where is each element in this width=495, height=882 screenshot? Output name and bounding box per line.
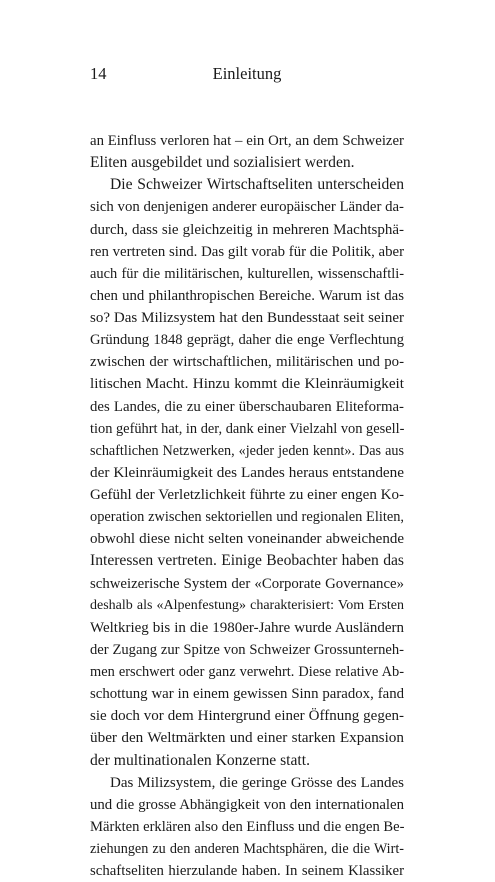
text-line: Weltkrieg bis in die 1980er-Jahre wurde Ausländern bbox=[90, 619, 404, 636]
text-line: Märkten erklären also den Einfluss und die engen Be- bbox=[90, 818, 405, 835]
text-line: sich von denjenigen anderer europäischer Länder da- bbox=[90, 199, 404, 216]
text-line: deshalb als «Alpenfestung» charakterisiert: Vom Ersten bbox=[90, 597, 404, 613]
text-line: obwohl diese nicht selten voneinander abweichende bbox=[90, 531, 404, 548]
text-line: schweizerische System der «Corporate Governance» bbox=[90, 575, 404, 592]
text-line: tion geführt hat, in der, dank einer Vielzahl von gesell- bbox=[90, 420, 405, 437]
text-line: zwischen der wirtschaftlichen, militärischen und po- bbox=[90, 354, 404, 371]
text-line: chen und philanthropischen Bereiche. Warum ist das bbox=[90, 287, 404, 304]
text-line: durch, dass sie gleichzeitig in mehreren Machtsphä- bbox=[90, 221, 404, 238]
text-line: an Einfluss verloren hat – ein Ort, an dem Schweizer bbox=[90, 133, 404, 149]
text-line: Gründung 1848 geprägt, daher die enge Verflechtung bbox=[90, 332, 404, 349]
text-line: schottung war in einem gewissen Sinn paradox, fand bbox=[90, 686, 404, 703]
text-line: des Landes, die zu einer überschaubaren Eliteforma- bbox=[90, 398, 404, 415]
text-line: so? Das Milizsystem hat den Bundesstaat seit seiner bbox=[90, 310, 404, 326]
text-line: der multinationalen Konzerne statt. bbox=[90, 751, 310, 769]
page-number: 14 bbox=[90, 64, 107, 83]
text-line: Eliten ausgebildet und sozialisiert werden. bbox=[90, 154, 355, 172]
text-line: litischen Macht. Hinzu kommt die Kleinräumigkeit bbox=[90, 375, 404, 393]
text-line: ren vertreten sind. Das gilt vorab für die Politik, aber bbox=[90, 243, 404, 260]
text-line: schaftseliten hierzulande haben. In seinem Klassiker bbox=[90, 863, 404, 880]
page-header bbox=[90, 64, 404, 86]
text-line: Die Schweizer Wirtschaftseliten unterscheiden bbox=[110, 176, 404, 194]
text-line: schaftlichen Netzwerken, «jeder jeden kennt». Das aus bbox=[90, 442, 404, 459]
text-line: sie doch vor dem Hintergrund einer Öffnung gegen- bbox=[90, 708, 404, 725]
text-line: auch für die militärischen, kulturellen, wissenschaftli- bbox=[90, 265, 404, 282]
text-line: und die grosse Abhängigkeit von den internationalen bbox=[90, 796, 404, 813]
text-line: Gefühl der Verletzlichkeit führte zu einer engen Ko- bbox=[90, 487, 404, 503]
text-line: Interessen vertreten. Einige Beobachter haben das bbox=[90, 552, 404, 570]
text-line: ziehungen zu den anderen Machtsphären, die die Wirt- bbox=[90, 841, 404, 857]
body-text bbox=[90, 130, 404, 882]
text-line: der Kleinräumigkeit des Landes heraus entstandene bbox=[90, 463, 404, 481]
text-line: Das Milizsystem, die geringe Grösse des Landes bbox=[110, 774, 404, 791]
running-head: Einleitung bbox=[212, 64, 282, 83]
text-line: über den Weltmärkten und einer starken Expansion bbox=[90, 729, 404, 747]
text-line: operation zwischen sektoriellen und regionalen Eliten, bbox=[90, 509, 404, 526]
text-line: men erschwert oder ganz verwehrt. Diese relative Ab- bbox=[90, 664, 404, 680]
text-line: der Zugang zur Spitze von Schweizer Grossunterneh- bbox=[90, 641, 404, 658]
